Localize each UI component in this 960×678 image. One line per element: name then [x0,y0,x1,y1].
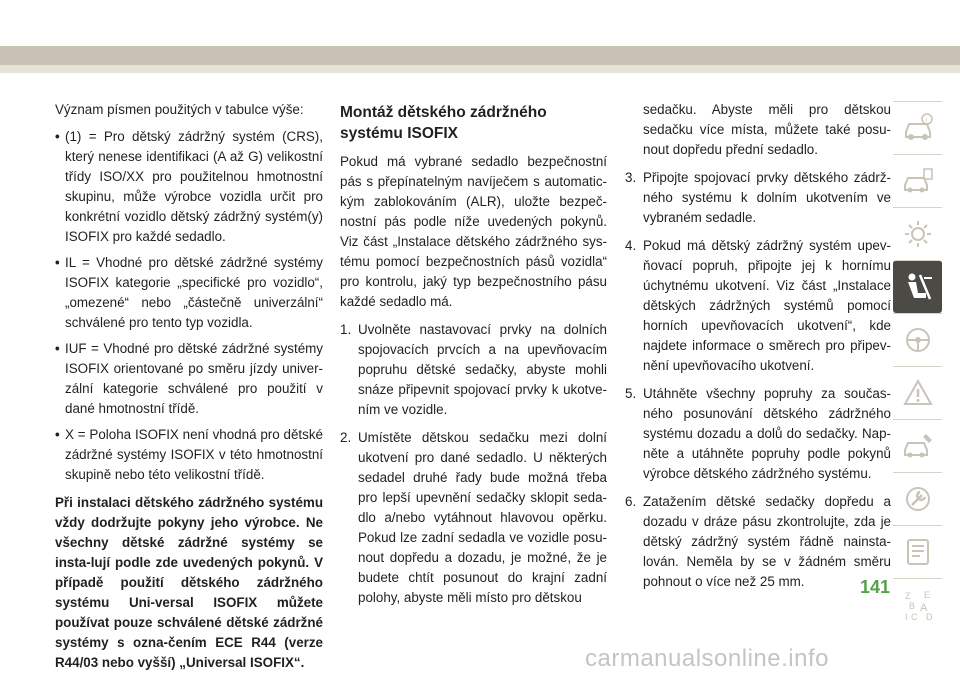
index-icon [900,587,936,623]
svg-text:Z: Z [904,591,910,601]
tab-dashboard-lights[interactable] [893,207,942,260]
bold-note: Při instalaci dětského zádržného systému vždy dodržujte pokyny jeho výrobce. Ne všechny dětské zádržné systémy se insta-lují podle zde uvedených pokynů. V případě použití dětského zádržného systému Uni-versal ISOFIX můžete používat pouze schválené dětské zádržné systémy s ozna-čením ECE R44 (verze R44/03 nebo vyšší) „Universal ISOFIX“. [55,495,323,670]
chapter-tabs [893,101,942,631]
list-item: • IUF = Vhodné pro dětské zádržné systémy ISOFIX orientované po směru jízdy univer-zální kategorie schválené pro použití v dané hmotnostní třídě. [55,341,323,416]
safety-seatbelt-icon [900,269,936,305]
tab-starting-driving[interactable] [893,313,942,366]
watermark: carmanualsonline.info [585,645,829,672]
svg-text:B: B [908,601,915,611]
tab-safety[interactable] [893,260,942,313]
section-heading: Montáž dětského zádržného systému ISOFIX [340,104,547,142]
tech-specs-icon [900,534,936,570]
svg-text:C: C [910,612,917,622]
car-service-icon [900,428,936,464]
list-item: • (1) = Pro dětský zádržný systém (CRS), který nenese identifikaci (A až G) velikostní třídy ISO/XX pro použitelnou hmotnostní skupinu, může výrobce vozidla určit pro konkrétní vozidlo dětský zádržný systém(y) ISOFIX pro každé sedadlo. [55,129,323,244]
header-band [0,0,960,76]
header-stripe [0,46,960,65]
list-item: 6. Zatažením dětské sedačky dopředu a dozadu v dráze pásu zkontrolujte, zda je dětský zádržný systém řádně nainsta-lován. Neměla by se v žádném směru pohnout o více než 25 mm. [625,494,891,589]
list-item: 4. Pokud má dětský zádržný systém upev-ňovací popruh, připojte jej k hornímu úchytnému ukotvení. Viz část „Instalace dětských zádržných systémů pomocí horních upevňovacích ukotvení“, kde najdete informace o směrech pro připev-nění upevňovacího ukotvení. [625,238,891,373]
svg-text:D: D [925,612,932,622]
column-2 [340,100,607,616]
list-item: 5. Utáhněte všechny popruhy za součas-ného posunování dětského zádržného systému dozadu a dolů do sedačky. Nap-něte a utáhněte popruhy podle pokynů výrobce dětského zádržného systému. [625,386,891,481]
list-item: 3. Připojte spojovací prvky dětského zádrž-ného systému k dolním ukotvením ve vybraném sedadle. [625,170,891,225]
starting-driving-icon [900,322,936,358]
svg-text:i: i [925,117,927,124]
svg-text:I: I [904,612,908,622]
car-info-icon [900,110,936,146]
section-paragraph: Pokud má vybrané sedadlo bezpečnostní pás s přepínatelným navíječem s automatic-kým zablokováním (ALR), uložte bezpeč-nostní pás podle níže uvedených pokynů. Viz část „Instalace dětského zádržného sys-tému pomocí bezpečnostních pásů vozidla“ pro kontrolu, jaký typ bezpečnostního pásu každé sedadlo má. [340,154,607,309]
tab-car-info[interactable] [893,101,942,154]
tab-maintenance[interactable] [893,472,942,525]
warning-triangle-icon [900,375,936,411]
legend-list [55,127,323,485]
tab-car-controls[interactable] [893,154,942,207]
tab-car-service[interactable] [893,419,942,472]
list-item: 1. Uvolněte nastavovací prvky na dolních spojovacích prvcích a na upevňovacím popruhu dětské sedačky, abyste mohli snáze připevnit spojovací prvky k ukotve-ním ve vozidle. [340,322,607,417]
svg-text:A: A [919,602,927,614]
dashboard-lights-icon [900,216,936,252]
continuation-text: sedačku. Abyste měli pro dětskou sedačku více místa, můžete také posu-nout dopředu přední sedadlo. [643,102,891,157]
steps-list-a [340,320,607,608]
wrench-icon [900,481,936,517]
intro-text: Význam písmen použitých v tabulce výše: [55,102,304,117]
header-stripe-light [0,65,960,73]
tab-tech-specs[interactable] [893,525,942,578]
tab-index[interactable] [893,578,942,631]
page-number: 141 [860,577,891,597]
list-item: • X = Poloha ISOFIX není vhodná pro dětské zádržné systémy ISOFIX v této hmotnostní skupině nebo této velikostní třídě. [55,427,323,482]
list-item: • IL = Vhodné pro dětské zádržné systémy ISOFIX kategorie „specifické pro vozidlo“, „omezené“ nebo „částečně univerzální“ schválené pro tento typ vozidla. [55,255,323,330]
column-3 [625,100,891,600]
svg-text:E: E [923,590,930,600]
column-1 [55,100,323,673]
list-item: 2. Umístěte dětskou sedačku mezi dolní ukotvení pro dané sedadlo. U některých sedadel druhé řady bude možná třeba pro lepší upevnění sedačky sklopit seda-dlo a/nebo vytáhnout hlavovou opěrku. Pokud lze zadní sedadla ve vozidle posu-nout dopředu a dozadu, je možné, že je budete chtít posunout do krajní zadní polohy, abyste měli místo pro dětskou [340,430,607,605]
tab-warning[interactable] [893,366,942,419]
car-controls-icon [900,163,936,199]
steps-list-b [625,168,891,592]
